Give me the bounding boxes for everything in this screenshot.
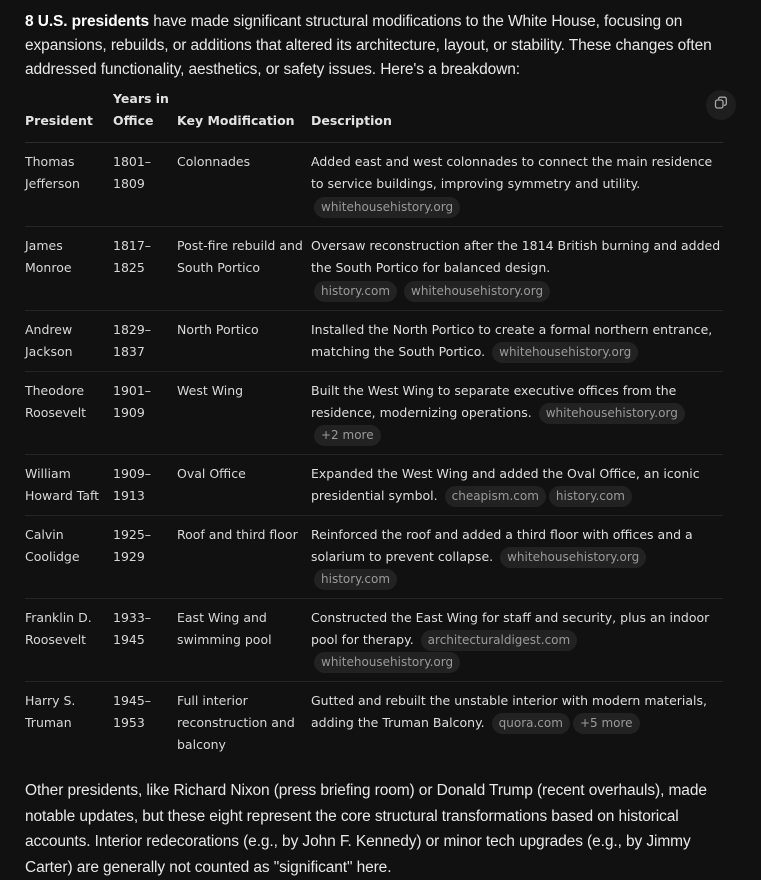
header-modification: Key Modification (177, 88, 311, 143)
table-row (25, 372, 723, 455)
cell-president: Thomas Jefferson (25, 143, 113, 227)
source-chip[interactable]: whitehousehistory.org (500, 547, 646, 568)
cell-years: 1801–1809 (113, 143, 177, 227)
cell-description (311, 682, 723, 765)
cell-modification: Oval Office (177, 455, 311, 516)
cell-years: 1901–1909 (113, 372, 177, 455)
description-text: Built the West Wing to separate executive offices from the residence, modernizing operations. (311, 383, 677, 420)
table-row (25, 682, 723, 765)
table-row (25, 599, 723, 682)
table-row (25, 455, 723, 516)
cell-description (311, 516, 723, 599)
cell-modification: Full interior reconstruction and balcony (177, 693, 295, 752)
copy-table-button[interactable] (706, 90, 736, 120)
source-chip[interactable]: history.com (314, 281, 397, 302)
description-text: Constructed the East Wing for staff and security, plus an indoor pool for therapy. (311, 610, 710, 647)
source-chip[interactable]: whitehousehistory.org (404, 281, 550, 302)
cell-modification: Post-fire rebuild and South Portico (177, 227, 311, 311)
intro-text: have made significant structural modifications to the White House, focusing on expansions, rebuilds, or additions that altered its architecture, layout, or stability. These changes often addressed functionality, aesthetics, or safety issues. Here's a breakdown: (25, 13, 712, 78)
header-years: Years in Office (113, 88, 177, 143)
cell-modification: East Wing and swimming pool (177, 599, 311, 682)
source-chip[interactable]: whitehousehistory.org (492, 342, 638, 363)
cell-years: 1945–1953 (113, 693, 152, 730)
intro-bold: 8 U.S. presidents (25, 13, 150, 30)
table-row (25, 227, 723, 311)
description-text: Added east and west colonnades to connect the main residence to service buildings, improving symmetry and utility. (311, 154, 713, 191)
presidents-table (25, 88, 723, 764)
cell-description (311, 372, 723, 455)
outro-paragraph: Other presidents, like Richard Nixon (press briefing room) or Donald Trump (recent overhauls), made notable updates, but these eight represent the core structural transformations based on historical accounts. Interior redecorations (e.g., by John F. Kennedy) or minor tech upgrades (e.g., by Jimmy Carter) are generally not counted as "significant" here. (25, 782, 707, 876)
source-chip[interactable]: architecturaldigest.com (421, 630, 578, 651)
description-text: Installed the North Portico to create a formal northern entrance, matching the South Portico. (311, 322, 713, 359)
header-description: Description (311, 88, 723, 143)
cell-description (311, 143, 723, 227)
cell-description (311, 311, 723, 372)
source-chip[interactable]: history.com (314, 569, 397, 590)
cell-modification: Roof and third floor (177, 516, 311, 599)
source-chip[interactable]: quora.com (492, 713, 570, 734)
table-row (25, 516, 723, 599)
cell-president: Franklin D. Roosevelt (25, 599, 113, 682)
cell-president: James Monroe (25, 227, 113, 311)
source-chip[interactable]: whitehousehistory.org (314, 652, 460, 673)
description-text: Reinforced the roof and added a third floor with offices and a solarium to prevent collapse. (311, 527, 693, 564)
cell-modification: North Portico (177, 311, 311, 372)
cell-modification: Colonnades (177, 143, 311, 227)
copy-icon (714, 96, 728, 115)
table-container (25, 88, 736, 764)
cell-description (311, 227, 723, 311)
cell-years: 1925–1929 (113, 516, 177, 599)
cell-years: 1817–1825 (113, 227, 177, 311)
table-row (25, 311, 723, 372)
more-sources-chip[interactable]: +5 more (573, 713, 640, 734)
more-sources-chip[interactable]: +2 more (314, 425, 381, 446)
description-text: Gutted and rebuilt the unstable interior with modern materials, adding the Truman Balcony. (311, 693, 707, 730)
cell-president: William Howard Taft (25, 455, 113, 516)
table-row (25, 143, 723, 227)
cell-years: 1933–1945 (113, 599, 177, 682)
description-text: Expanded the West Wing and added the Oval Office, an iconic presidential symbol. (311, 466, 700, 503)
cell-description (311, 599, 723, 682)
cell-description (311, 455, 723, 516)
cell-modification: West Wing (177, 372, 311, 455)
source-chip[interactable]: whitehousehistory.org (539, 403, 685, 424)
cell-president: Calvin Coolidge (25, 516, 113, 599)
cell-president: Harry S. Truman (25, 693, 76, 730)
intro-paragraph (25, 10, 736, 82)
cell-years: 1829–1837 (113, 311, 177, 372)
source-chip[interactable]: whitehousehistory.org (314, 197, 460, 218)
source-chips (311, 196, 723, 218)
cell-years: 1909–1913 (113, 455, 177, 516)
cell-president: Theodore Roosevelt (25, 372, 113, 455)
description-text: Oversaw reconstruction after the 1814 British burning and added the South Portico for balanced design. (311, 238, 721, 275)
cell-president: Andrew Jackson (25, 311, 113, 372)
header-president: President (25, 88, 113, 143)
source-chips (311, 280, 723, 302)
source-chip[interactable]: history.com (549, 486, 632, 507)
source-chip[interactable]: cheapism.com (445, 486, 546, 507)
table-header-row (25, 88, 723, 143)
